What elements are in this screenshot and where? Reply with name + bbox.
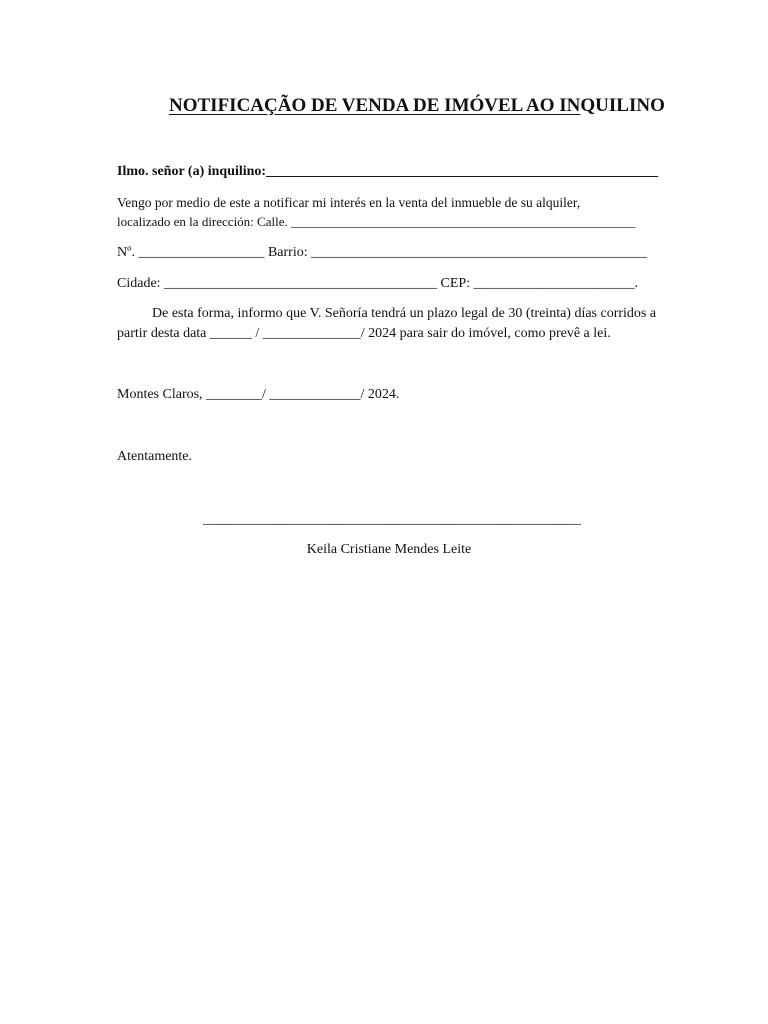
salutation-line: Ilmo. señor (a) inquilino:________________________________________________________ xyxy=(117,164,659,179)
city-zip-line: Cidade: _______________________________________ CEP: _______________________. xyxy=(117,276,639,291)
place-date-line: Montes Claros, ________/ _____________/ 2024. xyxy=(117,387,400,402)
paragraph2-line1: De esta forma, informo que V. Señoría tendrá un plazo legal de 30 (treinta) días corridos a xyxy=(117,306,657,321)
document-title-underlined: NOTIFICAÇÃO DE VENDA DE IMÓVEL AO IN xyxy=(169,95,581,116)
paragraph1-line2: localizado en la dirección: Calle. _____________________________________________________ xyxy=(117,214,636,229)
signature-name: Keila Cristiane Mendes Leite xyxy=(306,542,472,557)
number-neighborhood-line: Nº. __________________ Barrio: ________________________________________________ xyxy=(117,245,648,260)
closing-text: Atentamente. xyxy=(117,449,193,464)
document-title-rest: QUILINO xyxy=(580,95,665,116)
paragraph2-line2: partir desta data ______ / ______________/ 2024 para sair do imóvel, como prevê a lei. xyxy=(117,326,611,341)
signature-line: ______________________________________________________ xyxy=(203,512,581,527)
paragraph1-line1: Vengo por medio de este a notificar mi interés en la venta del inmueble de su alquiler, xyxy=(117,195,581,210)
document-title xyxy=(169,95,665,117)
